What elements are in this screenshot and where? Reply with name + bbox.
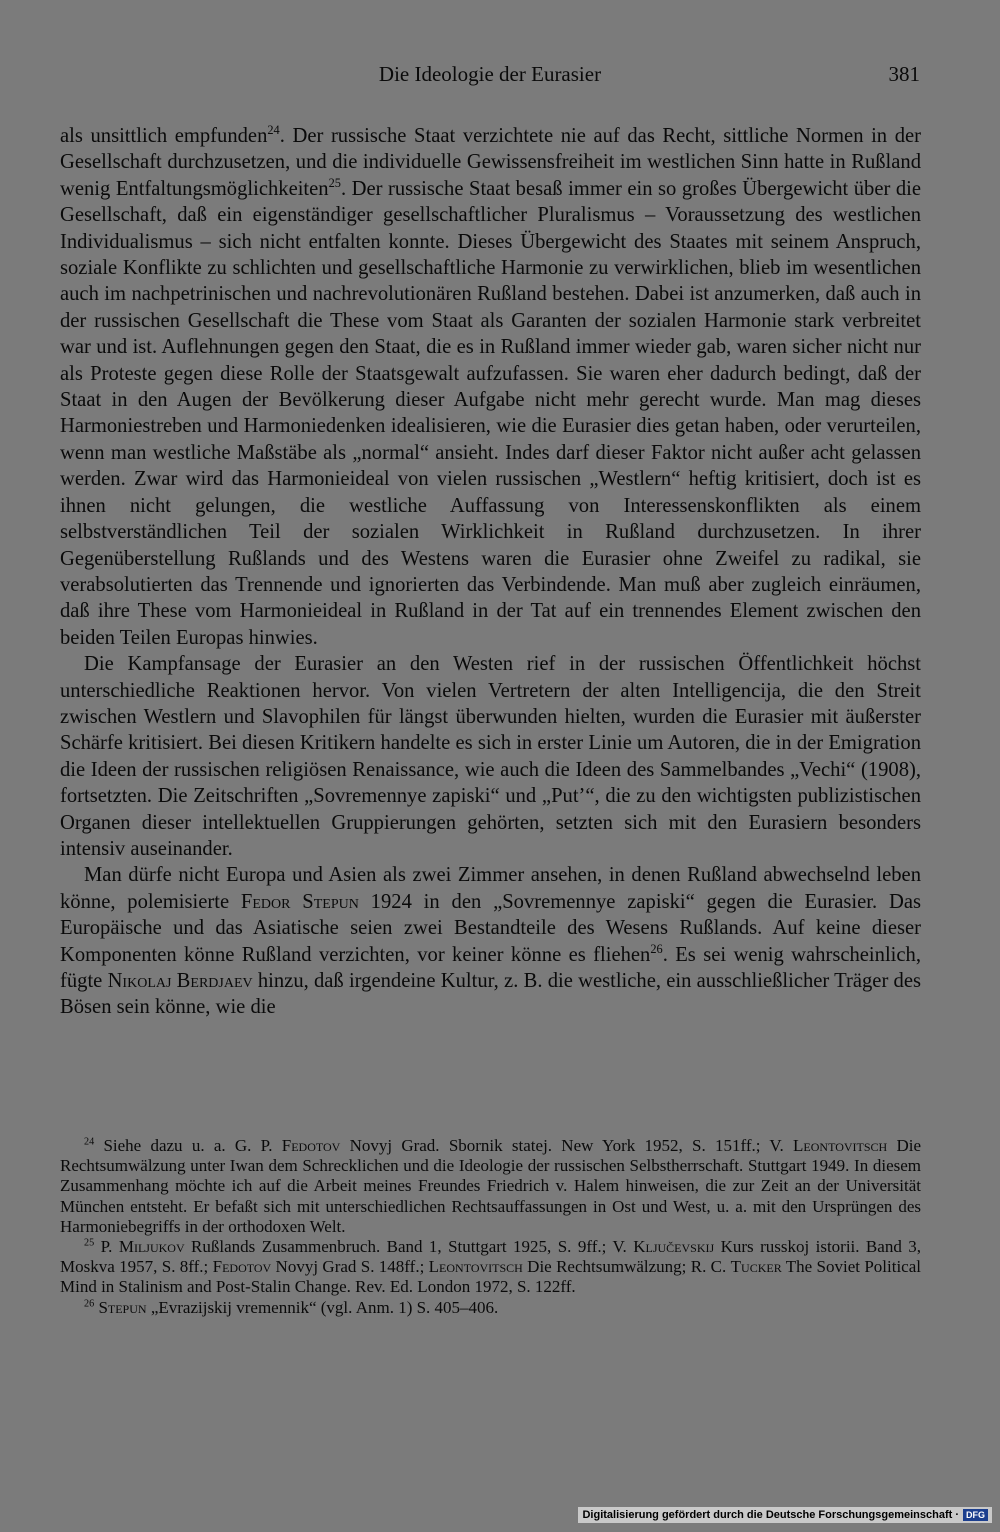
text-run: P. xyxy=(94,1237,119,1257)
text-run: Kurs russkoj istorii. Band 3, Moskva 1957, S. 8ff.; xyxy=(60,1237,921,1277)
text-run: Novyj Grad. Sbornik statej. New York 1952, S. 151ff.; V. xyxy=(340,1136,794,1155)
text-run: Novyj Grad S. 148ff.; xyxy=(271,1257,429,1277)
footnote-25 xyxy=(60,1237,921,1298)
text-run: „Evrazijskij vremennik“ (vgl. Anm. 1) S. 405–406. xyxy=(146,1297,499,1317)
dfg-logo-icon: DFG xyxy=(963,1509,988,1521)
digitization-credit xyxy=(578,1507,992,1523)
text-run: Siehe dazu u. a. G. P. xyxy=(94,1136,282,1155)
footnote-number: 26 xyxy=(84,1297,95,1309)
text-run: als unsittlich empfunden xyxy=(60,125,268,147)
author-name: Stepun xyxy=(98,1297,147,1317)
footnote-ref-26[interactable]: 26 xyxy=(650,941,663,956)
author-name: Leontovitsch xyxy=(428,1257,523,1277)
text-run: Die Rechtsumwälzung unter Iwan dem Schrecklichen und die Ideologie der russischen Selbstherrschaft. Stuttgart 1949. In diesem Zusammenhang möchte ich auf die Arbeit meines Freundes Friedrich v. Halem hinweisen, die zur Zeit an der Universität München entsteht. Er befaßt sich mit unterschiedlichen Rechtsauffassungen in Ost und West, u. a. mit den Ursprüngen des Harmoniebegriffs in der orthodoxen Welt. xyxy=(60,1136,922,1236)
footnote-ref-24[interactable]: 24 xyxy=(267,123,280,138)
paragraph-2: Die Kampfansage der Eurasier an den Westen rief in der russischen Öffentlichkeit höchst unterschiedliche Reaktionen hervor. Von vielen Vertretern der alten Intelligencija, die den Streit zwischen Westlern und Slavophilen für längst überwunden hielten, wurden die Eurasier mit äußerster Schärfe kritisiert. Bei diesen Kritikern handelte es sich in erster Linie um Autoren, die in der Emigration die Ideen der russischen religiösen Renaissance, wie auch die Ideen des Sammelbandes „Vechi“ (1908), fortsetzten. Die Zeitschriften „Sovremennye zapiski“ und „Put’“, die zu den wichtigsten publizistischen Organen dieser intellektuellen Gruppierungen gehörten, setzten sich mit den Eurasiern besonders intensiv auseinander. xyxy=(60,653,921,860)
paragraph-1 xyxy=(60,123,921,651)
text-run: . Der russische Staat besaß immer ein so großes Übergewicht über die Gesellschaft, daß ein eigenständiger gesellschaftlicher Pluralismus – Voraussetzung des westlichen Individualismus – sich nicht entfalten konnte. Dieses Übergewicht des Staates mit seinem Anspruch, soziale Konflikte zu schlichten und gesellschaftliche Harmonie zu verwirklichen, blieb im wesentlichen auch im nachpetrinischen und nachrevolutionären Rußland bestehen. Dabei ist anzumerken, daß auch in der russischen Gesellschaft die These vom Staat als Garanten der sozialen Harmonie stark verbreitet war und ist. Auflehnungen gegen den Staat, die es in Rußland immer wieder gab, waren sicher nicht nur als Proteste gegen diese Rolle der Staatsgewalt aufzufassen. Sie waren eher dadurch bedingt, daß der Staat in den Augen der Bevölkerung dieser Aufgabe nicht mehr gerecht wurde. Man mag dieses Harmoniestreben und Harmoniedenken idealisieren, wie die Eurasier dies getan haben, oder verurteilen, wenn man westliche Maßstäbe als „normal“ ansieht. Indes darf dieser Faktor nicht außer acht gelassen werden. Zwar wird das Harmonieideal von vielen russischen „Westlern“ heftig kritisiert, doch ist es ihnen nicht gelungen, die westliche Auffassung von Interessenskonflikten als einem selbstverständlichen Teil der sozialen Wirklichkeit in Rußland durchzusetzen. In ihrer Gegenüberstellung Rußlands und des Westens waren die Eurasier ohne Zweifel zu radikal, sie verabsolutierten das Trennende und ignorierten das Verbindende. Man muß aber zugleich einräumen, daß ihre These vom Harmonieideal in Rußland in der Tat auf ein trennendes Element zwischen den beiden Teilen Europas hinwies. xyxy=(60,177,921,649)
body-text xyxy=(60,123,921,1021)
author-name: Tucker xyxy=(730,1257,782,1277)
author-name: Nikolaj Berdjaev xyxy=(107,970,253,992)
footnote-number: 24 xyxy=(84,1136,95,1148)
text-run: 1924 in den „Sovremennye zapiski“ gegen die Eurasier. Das Europäische und das Asiatische seien zwei Bestandteile des Wesens Rußlands. Auf keine dieser Komponenten könne Rußland verzichten, vor keiner könne es fliehen xyxy=(60,890,921,966)
footnote-ref-25[interactable]: 25 xyxy=(328,175,341,190)
footnotes xyxy=(60,1136,921,1318)
author-name: Ključevskij xyxy=(633,1237,715,1257)
page-header xyxy=(60,62,920,92)
text-run: The Soviet Political Mind in Stalinism and Post-Stalin Change. Rev. Ed. London 1972, S. 122ff. xyxy=(60,1257,921,1297)
text-run: Rußlands Zusammenbruch. Band 1, Stuttgart 1925, S. 9ff.; V. xyxy=(184,1237,634,1257)
paragraph-3 xyxy=(60,862,921,1020)
author-name: Fedotov xyxy=(281,1136,341,1155)
text-run: . Der russische Staat verzichtete nie auf das Recht, sittliche Normen in der Gesellschaft durchzusetzen, und die individuelle Gewissensfreiheit im westlichen Sinn hatte in Rußland wenig Entfaltungsmöglichkeiten xyxy=(60,125,921,200)
text-run: . Es sei wenig wahrscheinlich, fügte xyxy=(60,943,921,992)
digitization-credit-text: Digitalisierung gefördert durch die Deutsche Forschungsgemeinschaft · xyxy=(582,1509,959,1521)
footnote-number: 25 xyxy=(84,1237,95,1249)
author-name: Fedotov xyxy=(212,1257,272,1277)
text-run: Man dürfe nicht Europa und Asien als zwei Zimmer ansehen, in denen Rußland abwechselnd leben könne, polemisierte xyxy=(60,864,921,913)
text-run: Die Rechtsumwälzung; R. C. xyxy=(522,1257,731,1277)
footnote-26 xyxy=(60,1298,921,1318)
text-run: hinzu, daß irgendeine Kultur, z. B. die westliche, ein ausschließlicher Träger des Bösen sein könne, wie die xyxy=(60,970,921,1019)
footnote-24 xyxy=(60,1136,921,1237)
page-number: 381 xyxy=(888,62,920,86)
running-title: Die Ideologie der Eurasier xyxy=(378,62,602,86)
author-name: Leontovitsch xyxy=(793,1136,888,1155)
author-name: Miljukov xyxy=(118,1237,185,1257)
author-name: Fedor Stepun xyxy=(240,890,359,913)
